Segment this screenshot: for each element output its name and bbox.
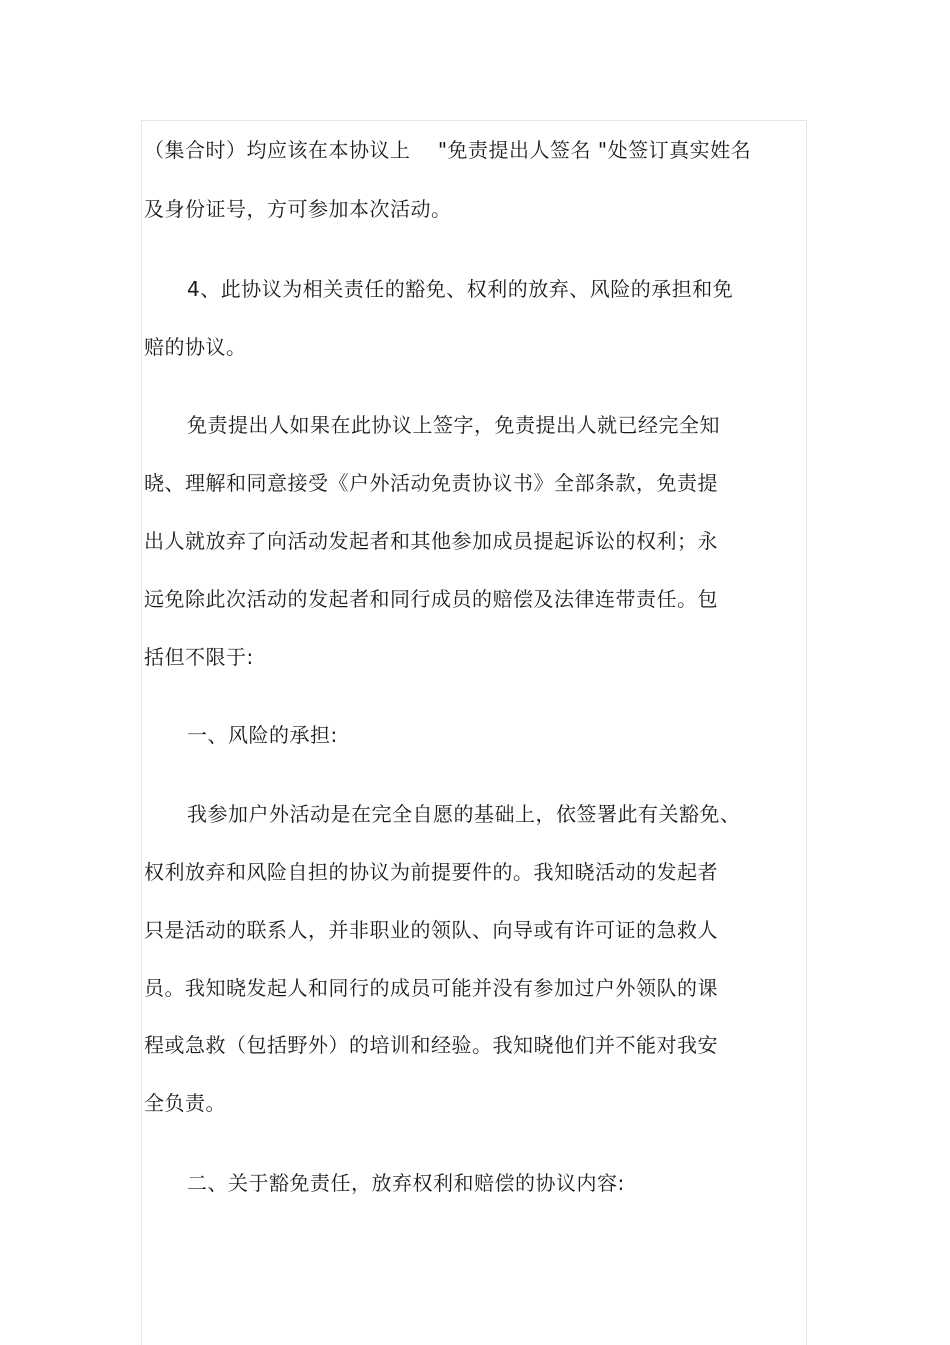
risk-paragraph-line-1: 我参加户外活动是在完全自愿的基础上，依签署此有关豁免、 bbox=[187, 802, 741, 826]
waiver-paragraph-line-3: 出人就放弃了向活动发起者和其他参加成员提起诉讼的权利；永 bbox=[144, 529, 718, 553]
paragraph-4-line-1: 4、此协议为相关责任的豁免、权利的放弃、风险的承担和免 bbox=[187, 277, 734, 301]
text-line-2: 及身份证号，方可参加本次活动。 bbox=[144, 197, 452, 221]
risk-paragraph-line-5: 程或急救（包括野外）的培训和经验。我知晓他们并不能对我安 bbox=[144, 1033, 718, 1057]
waiver-paragraph-line-4: 远免除此次活动的发起者和同行成员的赔偿及法律连带责任。包 bbox=[144, 587, 718, 611]
waiver-paragraph-line-1: 免责提出人如果在此协议上签字，免责提出人就已经完全知 bbox=[187, 413, 720, 437]
risk-paragraph-line-6: 全负责。 bbox=[144, 1091, 226, 1115]
risk-paragraph-line-4: 员。我知晓发起人和同行的成员可能并没有参加过户外领队的课 bbox=[144, 976, 718, 1000]
waiver-paragraph-line-2: 晓、理解和同意接受《户外活动免责协议书》全部条款，免责提 bbox=[144, 471, 718, 495]
risk-paragraph-line-3: 只是活动的联系人，并非职业的领队、向导或有许可证的急救人 bbox=[144, 918, 718, 942]
risk-paragraph-line-2: 权利放弃和风险自担的协议为前提要件的。我知晓活动的发起者 bbox=[144, 860, 718, 884]
section-heading-waiver: 二、关于豁免责任，放弃权利和赔偿的协议内容: bbox=[187, 1171, 625, 1195]
waiver-paragraph-line-5: 括但不限于: bbox=[144, 645, 254, 669]
section-heading-risk: 一、风险的承担: bbox=[187, 723, 338, 747]
text-line-1: （集合时）均应该在本协议上 "免责提出人签名 "处签订真实姓名 bbox=[144, 138, 752, 162]
paragraph-4-line-2: 赔的协议。 bbox=[144, 335, 247, 359]
